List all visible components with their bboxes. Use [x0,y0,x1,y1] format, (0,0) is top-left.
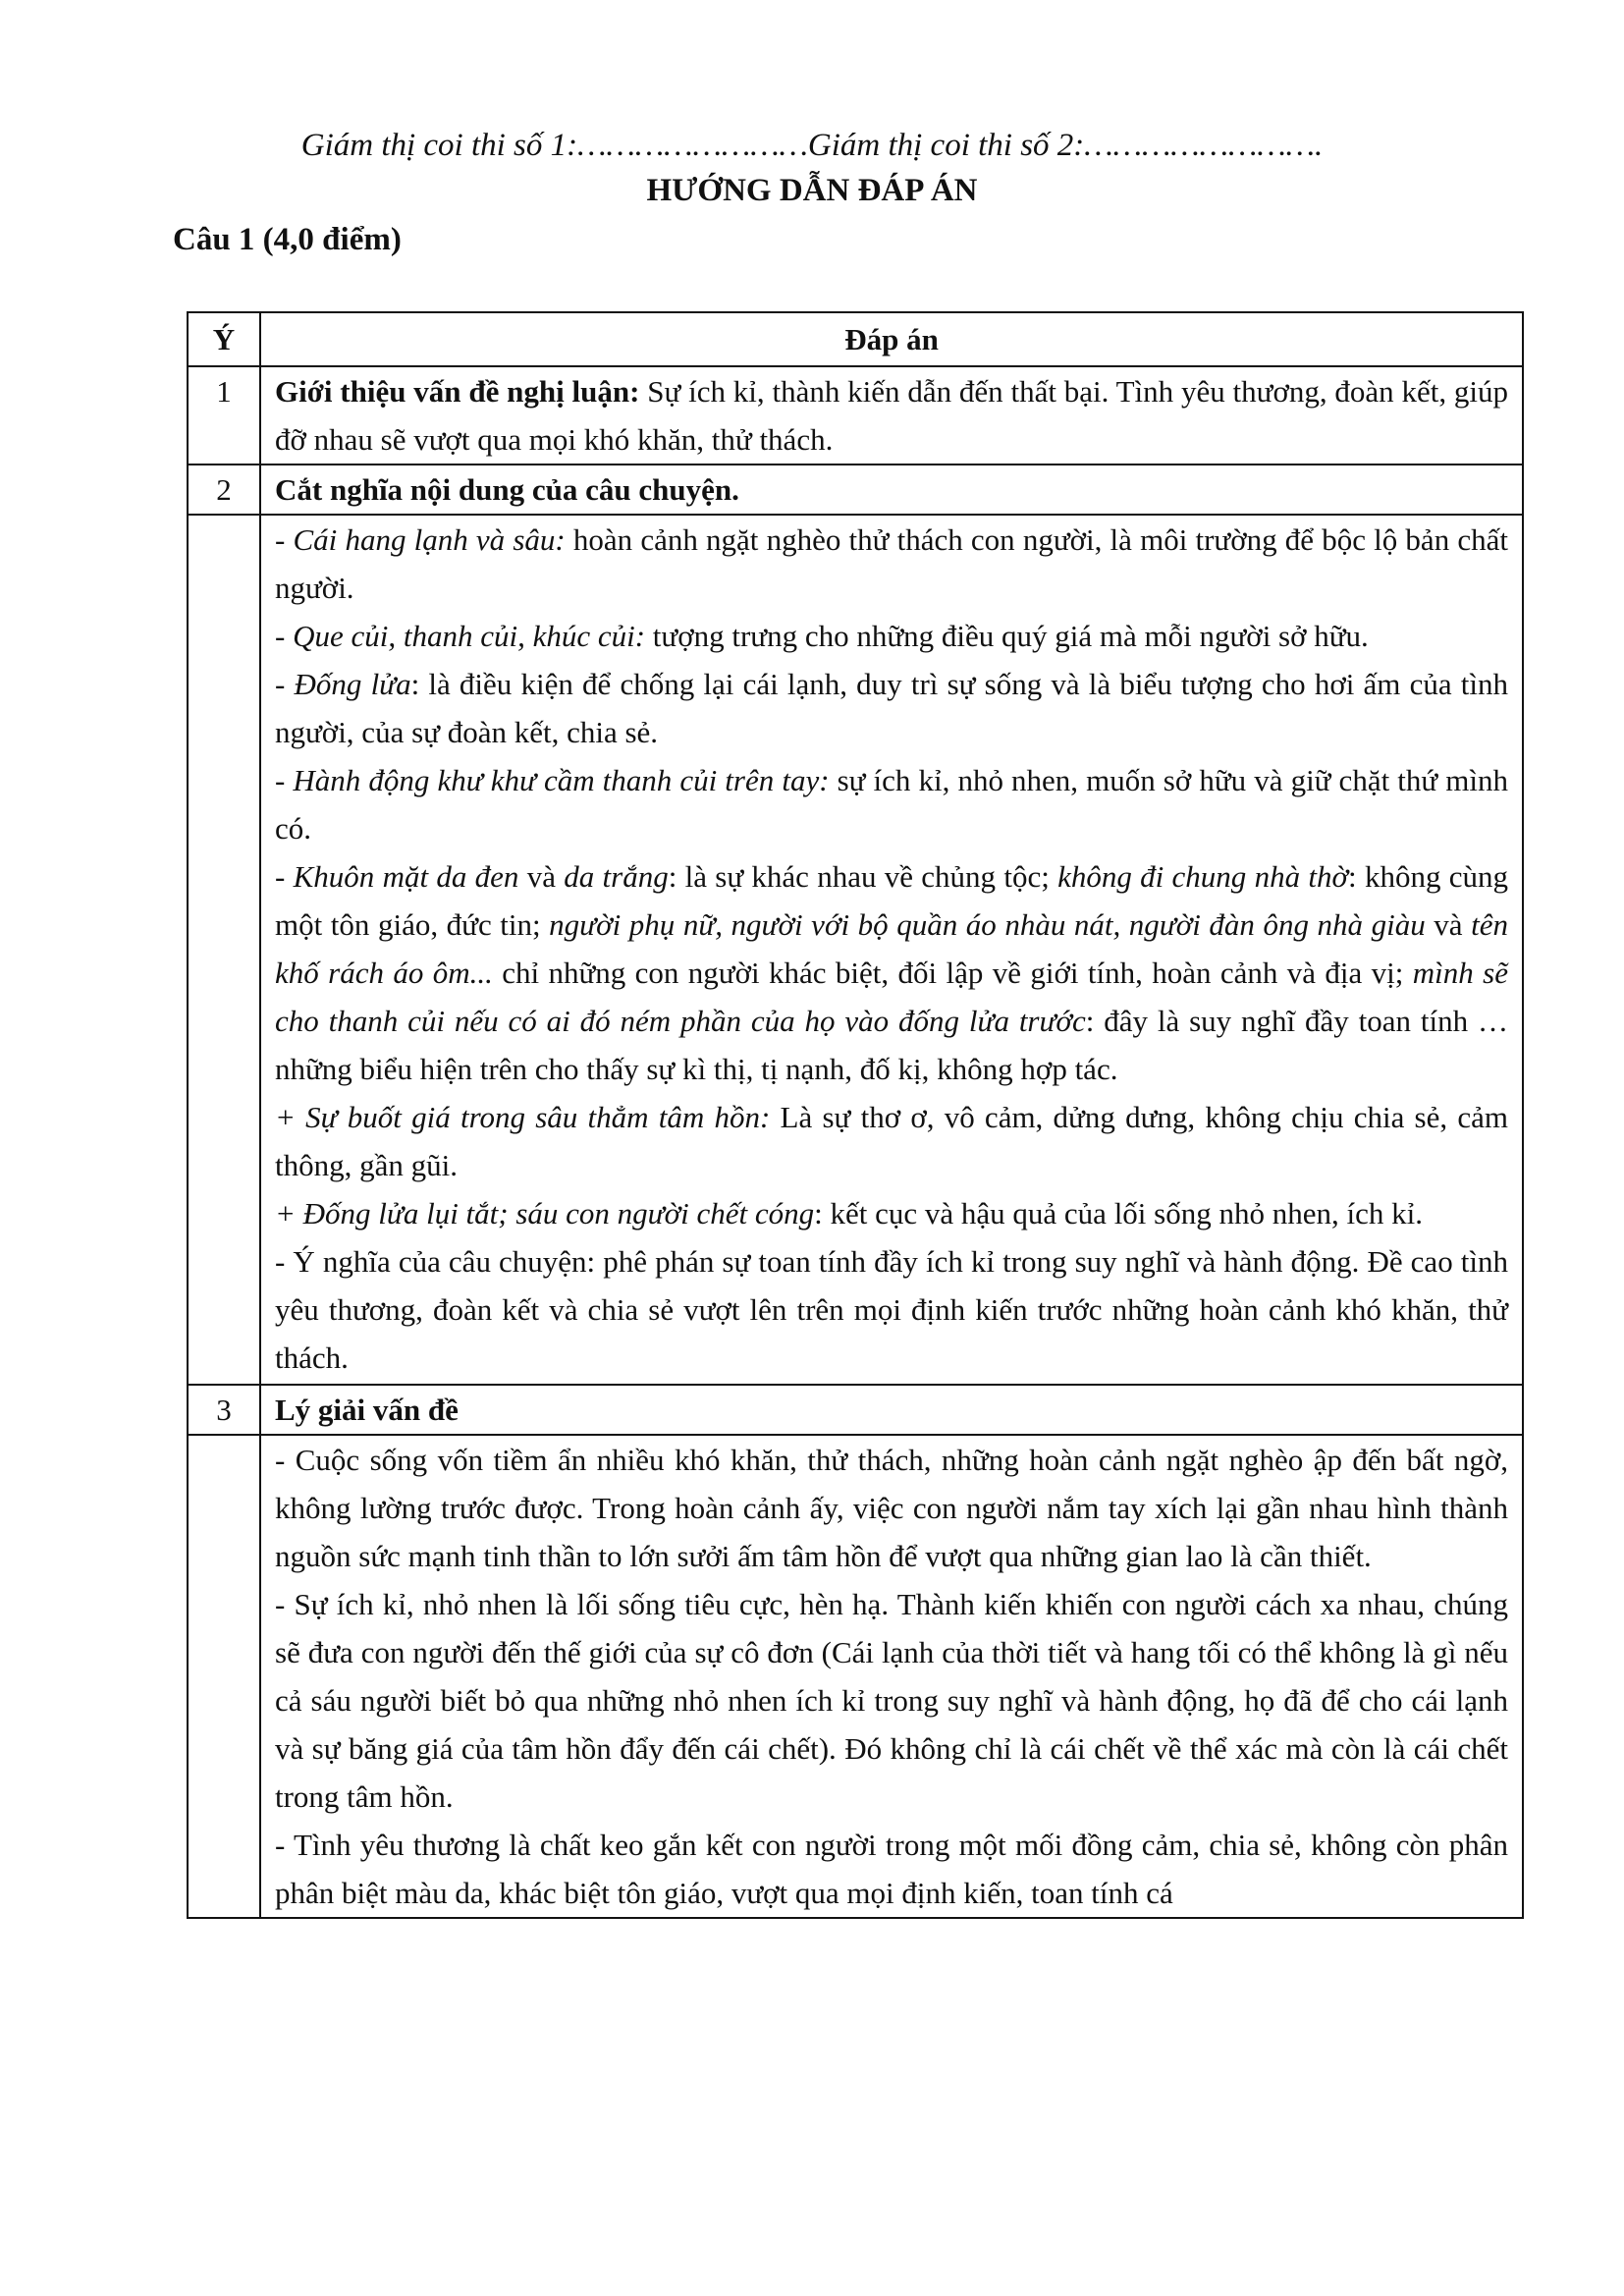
question-heading: Câu 1 (4,0 điểm) [173,222,402,257]
table-row [188,1435,1523,1918]
italic-term: - Que củi, thanh củi, khúc củi: [275,619,646,653]
answer-table [187,311,1524,1919]
italic-term: + Đống lửa lụi tắt; sáu con người chết cóng [275,1196,815,1230]
row-number: 1 [188,366,260,465]
invigilator-line: Giám thị coi thi số 1:……………………Giám thị coi thi số 2:……………………. [300,128,1324,163]
row-number-empty [188,515,260,1385]
italic-term: da trắng [564,859,669,894]
paragraph-text: Là sự thơ ơ, vô cảm, dửng dưng, không chịu chia sẻ, cảm thông, gần gũi. [275,1100,1508,1182]
italic-term: người phụ nữ, người với bộ quần áo nhàu nát, người đàn ông nhà giàu [549,907,1426,942]
paragraph-text: và [1425,907,1472,942]
italic-term: tên khố rách áo ôm... [275,907,1508,990]
table-row [188,465,1523,515]
paragraph-text: chỉ những con người khác biệt, đối lập về giới tính, hoàn cảnh và địa vị; [492,956,1413,990]
italic-term: - Khuôn mặt da đen [275,859,519,894]
paragraph-text: : đây là suy nghĩ đầy toan tính …những biểu hiện trên cho thấy sự kì thị, tị nạnh, đố kị, không hợp tác. [275,1004,1509,1086]
paragraph-text: hoàn cảnh ngặt nghèo thử thách con người, là môi trường để bộc lộ bản chất người. [275,522,1508,605]
row-title: Lý giải vấn đề [275,1393,459,1427]
paragraph [275,1093,1508,1189]
italic-term: mình sẽ cho thanh củi nếu có ai đó ném phần của họ vào đống lửa trước [275,956,1508,1038]
row-content [260,515,1523,1385]
row-content [260,1385,1523,1435]
column-header-answer: Đáp án [260,312,1523,366]
document-title: HƯỚNG DẪN ĐÁP ÁN [646,173,978,208]
row-content [260,465,1523,515]
row-text: Sự ích kỉ, thành kiến dẫn đến thất bại. Tình yêu thương, đoàn kết, giúp đỡ nhau sẽ vượt qua mọi khó khăn, thử thách. [275,374,1508,457]
italic-term: + Sự buốt giá trong sâu thẳm tâm hồn: [275,1100,771,1134]
paragraph-text: và [518,859,565,894]
row-title: Cắt nghĩa nội dung của câu chuyện. [275,472,739,507]
paragraph: - Tình yêu thương là chất keo gắn kết con người trong một mối đồng cảm, chia sẻ, không còn phân phân biệt màu da, khác biệt tôn giáo, vượt qua mọi định kiến, toan tính cá [275,1828,1508,1910]
row-number-empty [188,1435,260,1918]
italic-term: - Hành động khư khư cầm thanh củi trên tay: [275,763,830,797]
paragraph [275,660,1508,756]
table-header-row [188,312,1523,366]
row-content [260,1435,1523,1918]
row-number: 2 [188,465,260,515]
italic-term: - Cái hang lạnh và sâu: [275,522,566,557]
italic-term: không đi chung nhà thờ [1057,859,1349,894]
paragraph-text: : là sự khác nhau về chủng tộc; [668,859,1058,894]
paragraph: - Cuộc sống vốn tiềm ẩn nhiều khó khăn, thử thách, những hoàn cảnh ngặt nghèo ập đến bất ngờ, không lường trước được. Trong hoàn cảnh ấy, việc con người nắm tay xích lại gần nhau hình thành nguồn sức mạnh tinh thần to lớn sưởi ấm tâm hồn để vượt qua những gian lao là cần thiết. [275,1443,1508,1573]
row-number: 3 [188,1385,260,1435]
paragraph-text: tượng trưng cho những điều quý giá mà mỗi người sở hữu. [645,619,1369,653]
column-header-y: Ý [188,312,260,366]
italic-term: - Đống lửa [275,667,411,701]
paragraph [275,1189,1508,1237]
paragraph-text: : không cùng một tôn giáo, đức tin; [275,859,1508,942]
paragraph: - Ý nghĩa của câu chuyện: phê phán sự toan tính đầy ích kỉ trong suy nghĩ và hành động. Đề cao tình yêu thương, đoàn kết và chia sẻ vượt lên trên mọi định kiến trước những hoàn cảnh khó khăn, thử thách. [275,1244,1508,1375]
paragraph: - Sự ích kỉ, nhỏ nhen là lối sống tiêu cực, hèn hạ. Thành kiến khiến con người cách xa nhau, chúng sẽ đưa con người đến thế giới của sự cô đơn (Cái lạnh của thời tiết và hang tối có thể không là gì nếu cả sáu người biết bỏ qua những nhỏ nhen ích kỉ trong suy nghĩ và hành động, họ đã để cho cái lạnh và sự băng giá của tâm hồn đẩy đến cái chết). Đó không chỉ là cái chết về thể xác mà còn là cái chết trong tâm hồn. [275,1587,1508,1814]
table-row [188,1385,1523,1435]
paragraph [275,516,1508,612]
table-row [188,366,1523,465]
row-title: Giới thiệu vấn đề nghị luận: [275,374,640,409]
row-content [260,366,1523,465]
table-row [188,515,1523,1385]
paragraph-text: sự ích kỉ, nhỏ nhen, muốn sở hữu và giữ chặt thứ mình có. [275,763,1508,846]
paragraph-text: : là điều kiện để chống lại cái lạnh, duy trì sự sống và là biểu tượng cho hơi ấm của tình người, của sự đoàn kết, chia sẻ. [275,667,1508,749]
paragraph [275,852,1508,1093]
paragraph [275,612,1508,660]
paragraph [275,756,1508,852]
paragraph-text: : kết cục và hậu quả của lối sống nhỏ nhen, ích kỉ. [814,1196,1423,1230]
